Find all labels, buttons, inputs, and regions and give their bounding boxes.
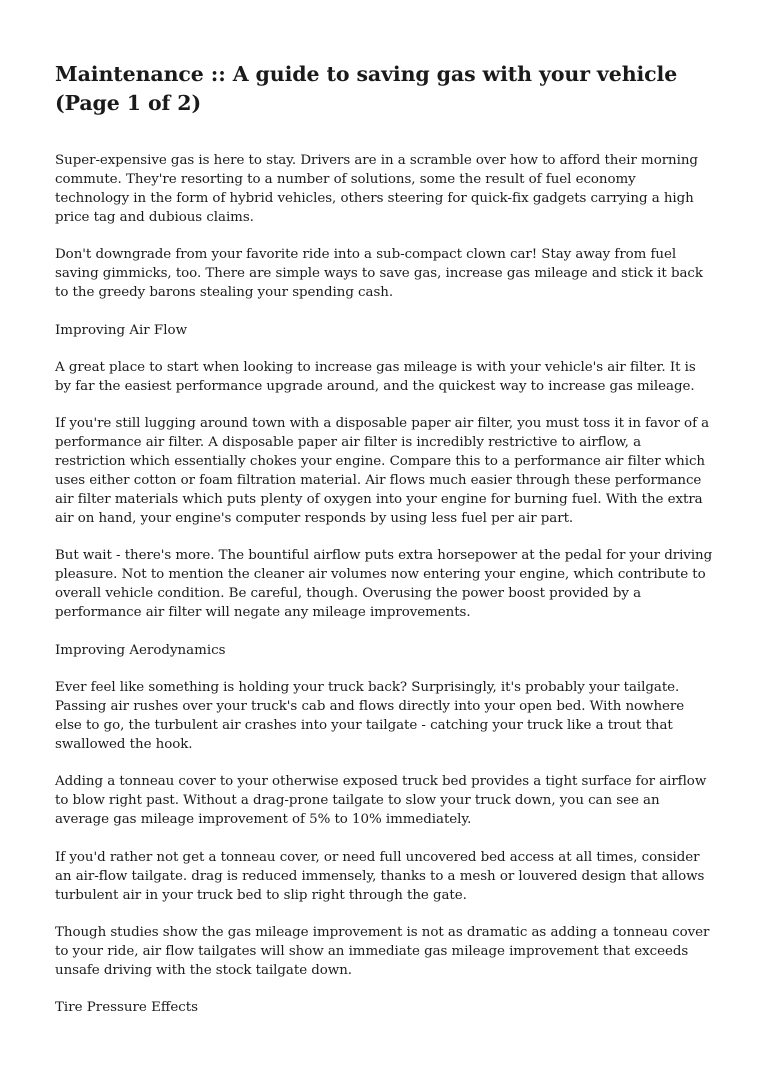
paragraph-paper-filter: If you're still lugging around town with a disposable paper air filter, you must toss it in favor of a performance air filter. A disposable paper air filter is incredibly restrictive to airflow, a restriction which essentially chokes your engine. Compare this to a performance air filter which uses either cotton or foam filtration material. Air flows much easier through these performance air filter materials which puts plenty of oxygen into your engine for burning fuel. With the extra air on hand, your engine's computer responds by using less fuel per air part. <box>55 416 710 526</box>
paragraph-horsepower: But wait - there's more. The bountiful airflow puts extra horsepower at the pedal for your driving pleasure. Not to mention the cleaner air volumes now entering your engine, which contribute to overall vehicle condition. Be careful, though. Overusing the power boost provided by a performance air filter will negate any mileage improvements. <box>55 548 713 621</box>
paragraph-intro: Super-expensive gas is here to stay. Drivers are in a scramble over how to afford their morning commute. They're resorting to a number of solutions, some the result of fuel economy technology in the form of hybrid vehicles, others steering for quick-fix gadgets carrying a high price tag and dubious claims. <box>55 153 698 225</box>
page-title: Maintenance :: A guide to saving gas with your vehicle (Page 1 of 2) <box>55 62 678 115</box>
section-heading-air-flow: Improving Air Flow <box>55 322 188 338</box>
section-heading-tire-pressure: Tire Pressure Effects <box>55 1000 199 1016</box>
paragraph-tailgate: Ever feel like something is holding your truck back? Surprisingly, it's probably your tailgate. Passing air rushes over your truck's cab and flows directly into your open bed. With nowhere else to go, the turbulent air crashes into your tailgate - catching your truck like a trout that swallowed the hook. <box>55 680 685 752</box>
paragraph-air-filter: A great place to start when looking to increase gas mileage is with your vehicle's air filter. It is by far the easiest performance upgrade around, and the quickest way to increase gas mileage. <box>55 360 696 394</box>
section-heading-aerodynamics: Improving Aerodynamics <box>55 642 226 658</box>
document-page <box>55 60 713 1037</box>
paragraph-downgrade: Don't downgrade from your favorite ride into a sub-compact clown car! Stay away from fuel saving gimmicks, too. There are simple ways to save gas, increase gas mileage and stick it back to the greedy barons stealing your spending cash. <box>55 247 703 301</box>
paragraph-studies: Though studies show the gas mileage improvement is not as dramatic as adding a tonneau cover to your ride, air flow tailgates will show an immediate gas mileage improvement that exceeds unsafe driving with the stock tailgate down. <box>55 925 710 978</box>
paragraph-tonneau-cover: Adding a tonneau cover to your otherwise exposed truck bed provides a tight surface for airflow to blow right past. Without a drag-prone tailgate to slow your truck down, you can see an average gas mileage improvement of 5% to 10% immediately. <box>55 774 707 828</box>
paragraph-air-flow-tailgate: If you'd rather not get a tonneau cover, or need full uncovered bed access at all times, consider an air-flow tailgate. drag is reduced immensely, thanks to a mesh or louvered design that allows turbulent air in your truck bed to slip right through the gate. <box>55 849 705 903</box>
